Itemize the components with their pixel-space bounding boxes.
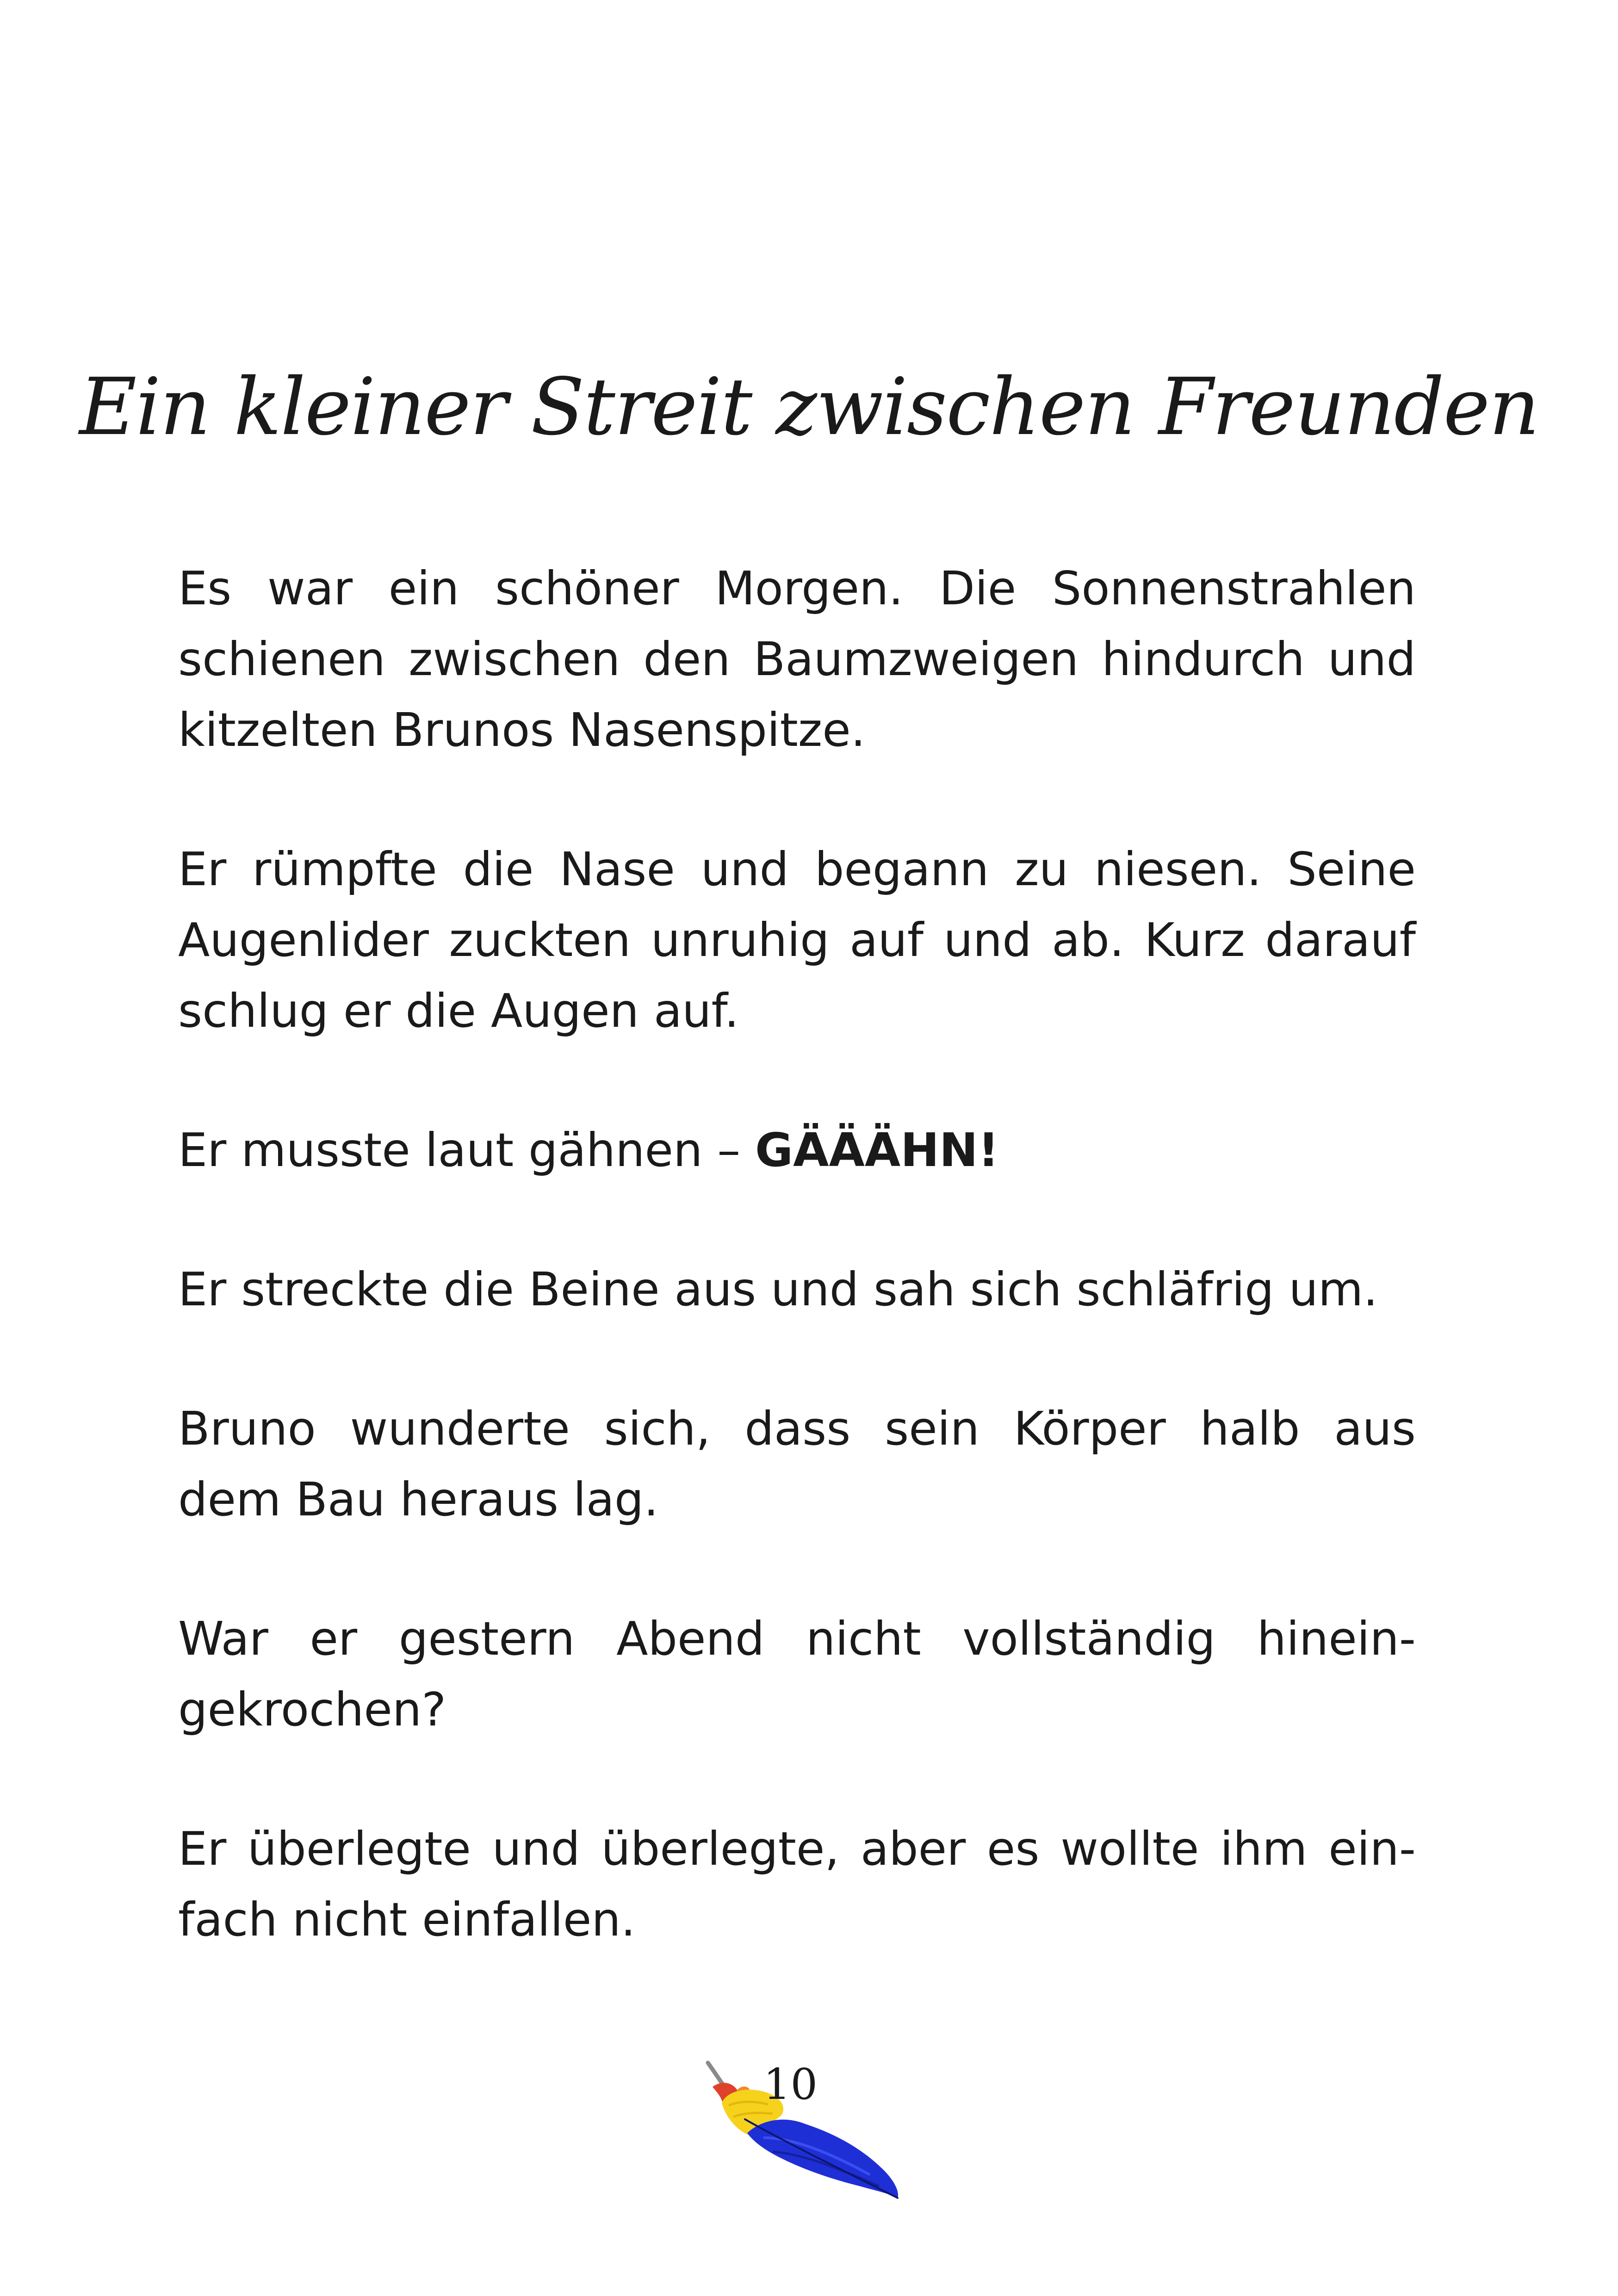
- text-line: War er gestern Abend nicht vollständig hinein-: [178, 1612, 1416, 1666]
- paragraph-3: [178, 1115, 1416, 1185]
- text-line: Augenlider zuckten unruhig auf und ab. Kurz darauf: [178, 913, 1416, 967]
- text-line: Es war ein schöner Morgen. Die Sonnenstrahlen: [178, 561, 1416, 615]
- page-number: 10: [763, 2060, 818, 2109]
- paragraph-6: [178, 1603, 1416, 1745]
- paragraph-1: [178, 553, 1416, 765]
- story-text: [178, 553, 1416, 2023]
- paragraph-5: [178, 1393, 1416, 1535]
- text-line: [178, 1115, 1416, 1185]
- chapter-title: Ein kleiner Streit zwischen Freunden: [79, 361, 1539, 453]
- text-line: fach nicht einfallen.: [178, 1893, 636, 1947]
- text-line: Er streckte die Beine aus und sah sich schläfrig um.: [178, 1262, 1378, 1316]
- text-line: gekrochen?: [178, 1682, 446, 1737]
- text-line: Er rümpfte die Nase und begann zu niesen. Seine: [178, 842, 1416, 896]
- paragraph-2: [178, 834, 1416, 1046]
- yawn-emphasis: GÄÄÄHN!: [755, 1123, 999, 1177]
- paragraph-7: [178, 1813, 1416, 1955]
- text-line: Bruno wunderte sich, dass sein Körper halb aus: [178, 1402, 1416, 1456]
- text-line: dem Bau heraus lag.: [178, 1472, 659, 1527]
- text-line: Er überlegte und überlegte, aber es wollte ihm ein-: [178, 1822, 1416, 1876]
- paragraph-4: [178, 1254, 1416, 1325]
- page-footer: [694, 2054, 916, 2212]
- text-line: schlug er die Augen auf.: [178, 984, 739, 1038]
- text-line: schienen zwischen den Baumzweigen hindurch und: [178, 632, 1416, 686]
- yawn-prefix: Er musste laut gähnen –: [178, 1123, 756, 1177]
- text-line: kitzelten Brunos Nasenspitze.: [178, 703, 866, 757]
